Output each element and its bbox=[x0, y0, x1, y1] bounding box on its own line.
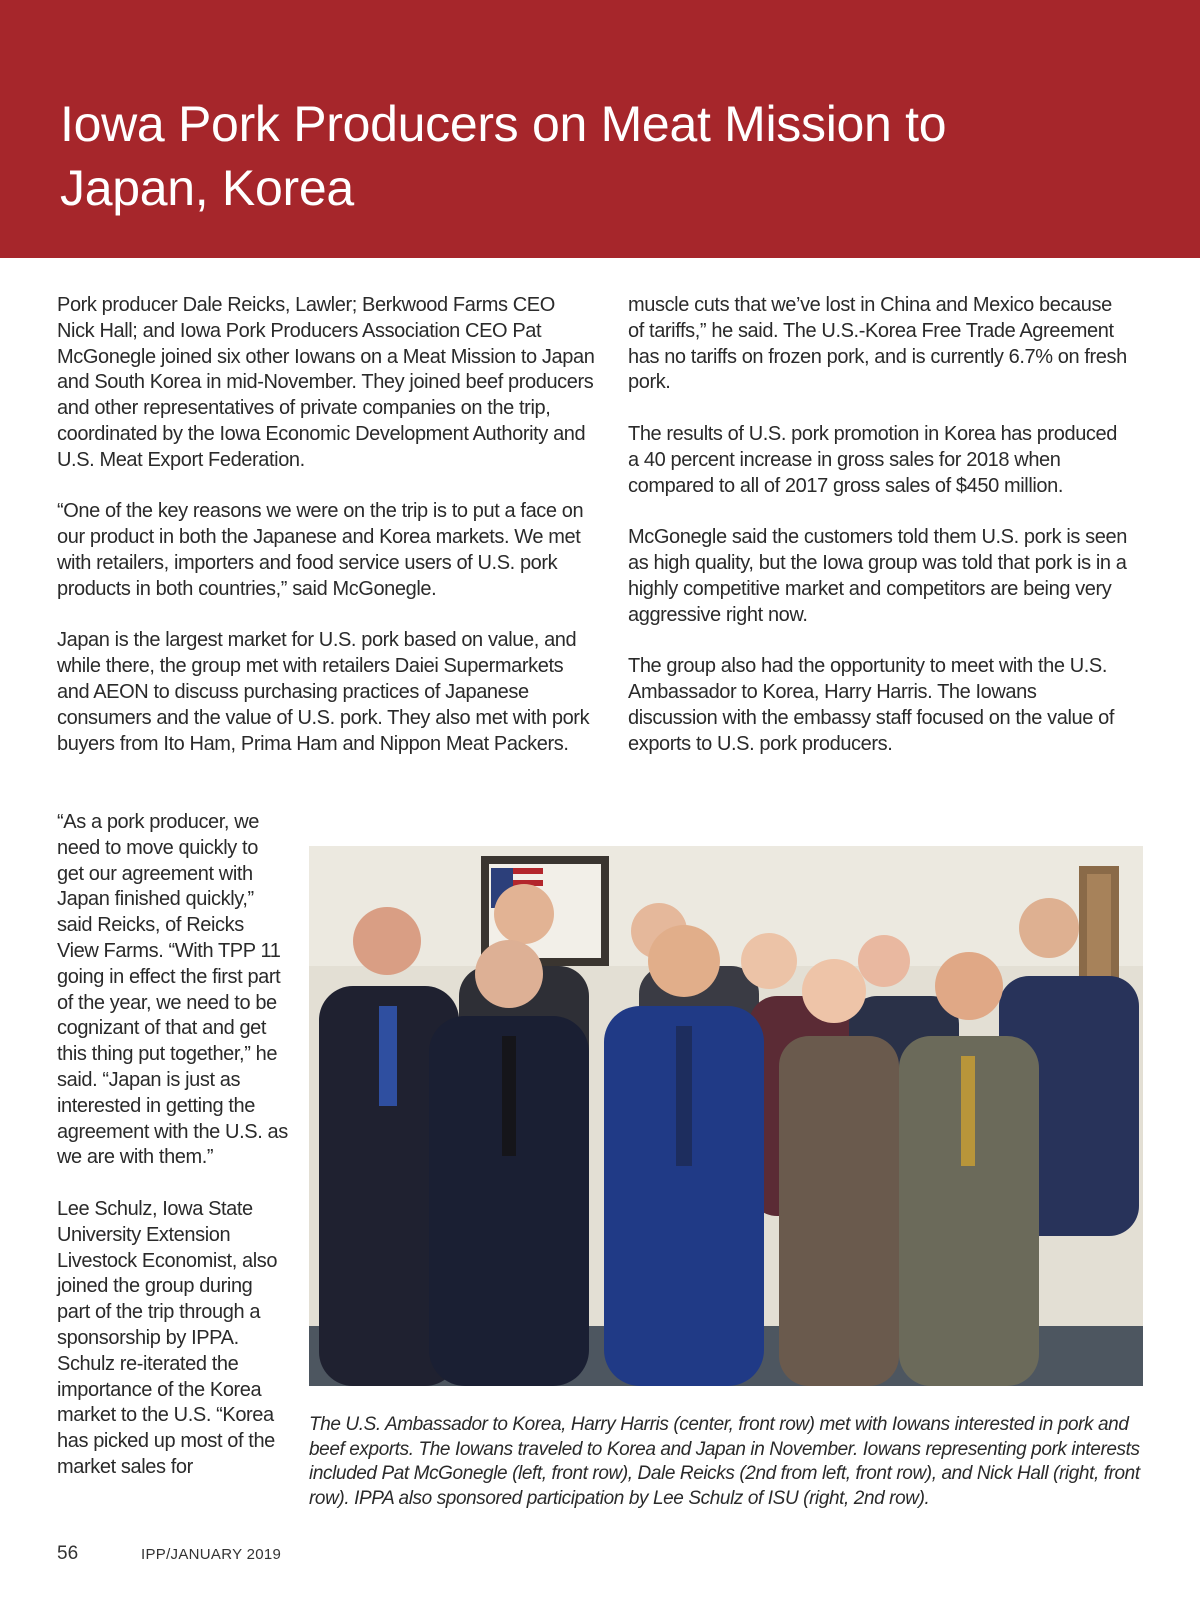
photo-caption: The U.S. Ambassador to Korea, Harry Harris (center, front row) met with Iowans interested in pork and beef exports. The Iowans traveled to Korea and Japan in November. Iowans representing pork interests included Pat McGonegle (left, front row), Dale Reicks (2nd from left, front row), and Nick Hall (right, front row). IPPA also sponsored participation by Lee Schulz of ISU (right, 2nd row). bbox=[309, 1414, 1140, 1509]
left-column bbox=[57, 293, 597, 783]
narrow-column bbox=[57, 810, 289, 1507]
paragraph: Lee Schulz, Iowa State University Extension Livestock Economist, also joined the group during part of the trip through a sponsorship by IPPA. Schulz re-iterated the importance of the Korea market to the U.S. “Korea has picked up most of the market sales for bbox=[57, 1197, 278, 1478]
paragraph: muscle cuts that we’ve lost in China and Mexico because of tariffs,” he said. The U.S.-Korea Free Trade Agreement has no tariffs on frozen pork, and is currently 6.7% on fresh pork. bbox=[628, 294, 1127, 394]
group-photo-illustration bbox=[309, 846, 1143, 1386]
publication-issue: IPP/JANUARY 2019 bbox=[141, 1546, 282, 1563]
right-column bbox=[628, 293, 1128, 783]
paragraph: “As a pork producer, we need to move quickly to get our agreement with Japan finished quickly,” said Reicks, of Reicks View Farms. “With TPP 11 going in effect the first part of the year, we need to be cognizant of that and get this thing put together,” he said. “Japan is just as interested in getting the agreement with the U.S. as we are with them.” bbox=[57, 811, 288, 1169]
article-title bbox=[60, 92, 1160, 220]
page-number: 56 bbox=[57, 1543, 79, 1564]
group-photo bbox=[309, 846, 1143, 1386]
paragraph: Japan is the largest market for U.S. pork based on value, and while there, the group met with retailers Daiei Supermarkets and AEON to discuss purchasing practices of Japanese consumers and the value of U.S. pork. They also met with pork buyers from Ito Ham, Prima Ham and Nippon Meat Packers. bbox=[57, 629, 590, 755]
paragraph: The results of U.S. pork promotion in Korea has produced a 40 percent increase in gross sales for 2018 when compared to all of 2017 gross sales of $450 million. bbox=[628, 422, 1117, 497]
article-title-line-2: Japan, Korea bbox=[60, 160, 354, 216]
paragraph: Pork producer Dale Reicks, Lawler; Berkwood Farms CEO Nick Hall; and Iowa Pork Producers Association CEO Pat McGonegle joined six other Iowans on a Meat Mission to Japan and South Korea in mid-November. They joined beef producers and other representatives of private companies on the trip, coordinated by the Iowa Economic Development Authority and U.S. Meat Export Federation. bbox=[57, 294, 595, 471]
paragraph: McGonegle said the customers told them U.S. pork is seen as high quality, but the Iowa group was told that pork is in a highly competitive market and competitors are being very aggressive right now. bbox=[628, 526, 1127, 626]
paragraph: The group also had the opportunity to meet with the U.S. Ambassador to Korea, Harry Harris. The Iowans discussion with the embassy staff focused on the value of exports to U.S. pork producers. bbox=[628, 655, 1115, 755]
article-title-line-1: Iowa Pork Producers on Meat Mission to bbox=[60, 96, 947, 152]
title-banner bbox=[0, 0, 1200, 258]
paragraph: “One of the key reasons we were on the trip is to put a face on our product in both the Japanese and Korea markets. We met with retailers, importers and food service users of U.S. pork products in both countries,” said McGonegle. bbox=[57, 500, 584, 600]
